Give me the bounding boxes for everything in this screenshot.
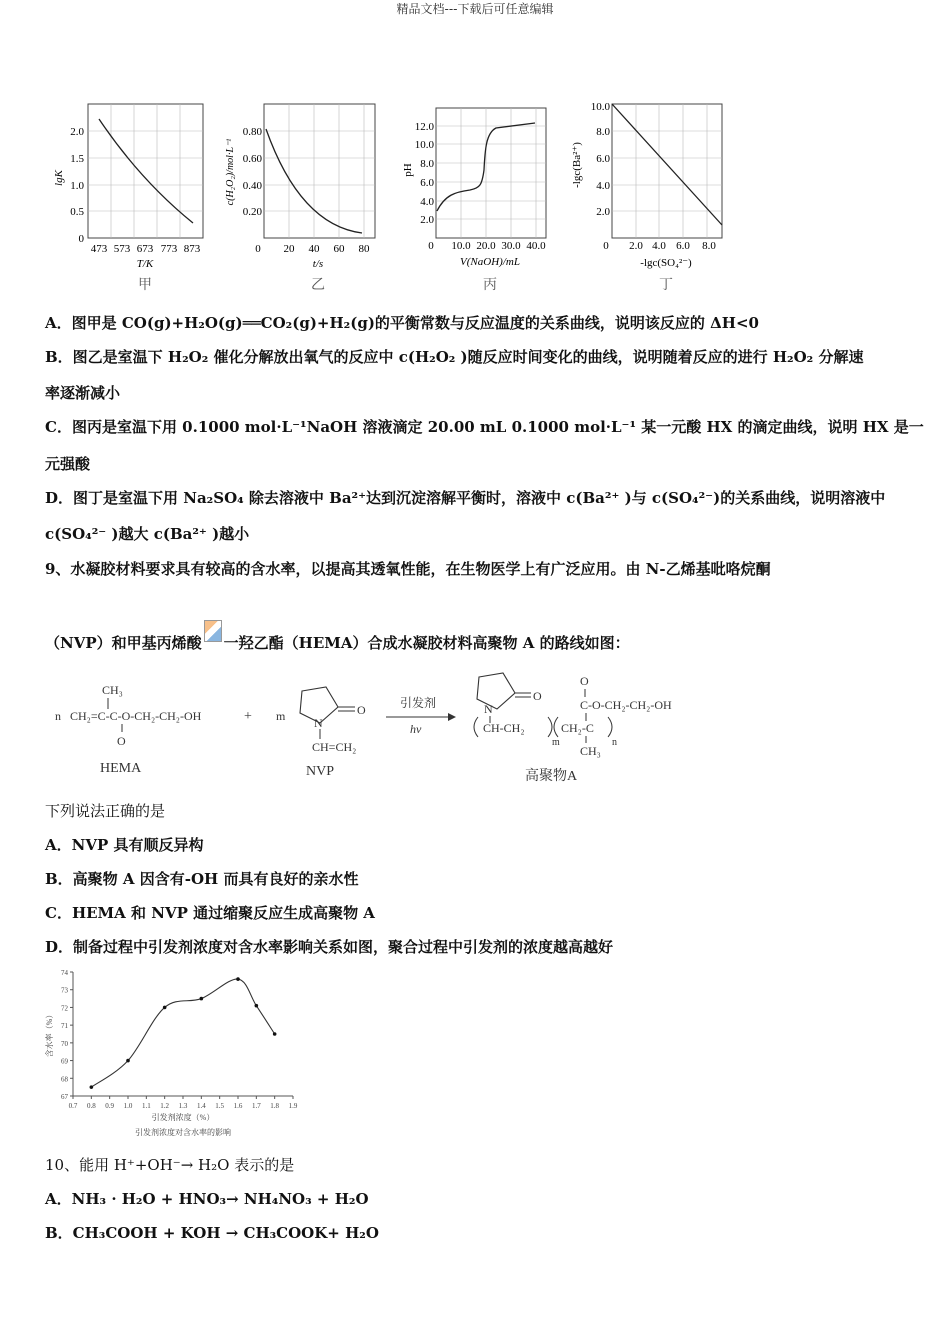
chart-bing-xtick: 0 xyxy=(428,240,434,252)
chart-jia-caption: 甲 xyxy=(138,278,152,293)
wc-xtick-label: 0.9 xyxy=(105,1102,115,1110)
poly-ch3: CH₃ xyxy=(580,744,601,758)
chart-bing-ytick: 6.0 xyxy=(420,177,434,189)
hema-coef: n xyxy=(55,709,61,723)
wc-ytick-label: 67 xyxy=(61,1093,68,1101)
wc-xlabel: 引发剂浓度（%） xyxy=(151,1113,215,1122)
q9-stem: 9、水凝胶材料要求具有较高的含水率，以提高其透氧性能，在生物医学上有广泛应用。由 N-乙烯基吡咯烷酮 xyxy=(45,560,771,578)
wc-data-point xyxy=(126,1059,130,1063)
wc-data-point xyxy=(90,1085,94,1089)
poly-chain2: CH₂-C xyxy=(561,721,594,735)
q10-option-a: A．NH₃ · H₂O + HNO₃→ NH₄NO₃ + H₂O xyxy=(45,1190,369,1208)
chart-bing-caption: 丙 xyxy=(483,278,497,293)
chart-bing-ytick: 8.0 xyxy=(420,158,434,170)
chart-jia-xtick: 573 xyxy=(113,243,131,255)
wc-ytick-label: 71 xyxy=(61,1022,68,1031)
q9-stem-part1: （NVP）和甲基丙烯酸 xyxy=(45,634,202,652)
hema-ch3: CH₃ xyxy=(102,683,123,697)
wc-ytick-label: 74 xyxy=(61,969,68,977)
wc-data-point xyxy=(236,977,240,981)
q10-stem: 10、能用 H⁺+OH⁻→ H₂O 表示的是 xyxy=(45,1156,295,1174)
chart-yi-xtick: 0 xyxy=(255,243,261,255)
q9-stem-cont xyxy=(45,620,630,653)
q9-prompt: 下列说法正确的是 xyxy=(45,802,166,820)
poly-n-sub: n xyxy=(612,737,617,748)
wc-xtick-label: 1.9 xyxy=(288,1102,298,1110)
wc-data-point xyxy=(273,1032,277,1036)
nvp-name: NVP xyxy=(306,764,335,779)
wc-ytick-label: 70 xyxy=(61,1039,68,1048)
poly-o: O xyxy=(533,689,542,703)
chart-yi-xtick: 60 xyxy=(333,243,345,255)
chart-ding-caption: 丁 xyxy=(659,278,673,293)
wc-xtick-label: 0.8 xyxy=(86,1102,96,1110)
wc-data-point xyxy=(255,1004,259,1008)
chart-yi xyxy=(225,104,375,293)
wc-data-point xyxy=(200,997,204,1001)
wc-ytick-label: 72 xyxy=(61,1004,68,1013)
q9-option-c: C．HEMA 和 NVP 通过缩聚反应生成高聚物 A xyxy=(45,904,375,922)
chart-ding-ylabel: -lgc(Ba²⁺) xyxy=(571,142,583,188)
wc-xtick-label: 0.7 xyxy=(68,1102,78,1110)
chart-ding-xtick: 0 xyxy=(603,240,609,252)
poly-ester: C-O-CH₂-CH₂-OH xyxy=(580,698,672,712)
chart-ding-ytick: 2.0 xyxy=(596,206,610,218)
hema-name: HEMA xyxy=(100,761,142,776)
chart-ding-line xyxy=(612,104,722,225)
wc-ytick-label: 73 xyxy=(61,986,68,995)
nvp-coef: m xyxy=(276,709,286,723)
chart-jia-ytick: 1.0 xyxy=(70,180,84,192)
chart-ding-ytick: 6.0 xyxy=(596,153,610,165)
page-header: 精品文档---下载后可任意编辑 xyxy=(396,2,554,16)
chart-yi-xtick: 80 xyxy=(358,243,370,255)
q8-option-b: B．图乙是室温下 H₂O₂ 催化分解放出氧气的反应中 c(H₂O₂ )随反应时间变化的曲线，说明随着反应的进行 H₂O₂ 分解速 xyxy=(45,348,864,366)
chart-ding-xtick: 8.0 xyxy=(702,240,716,252)
chart-jia-xtick: 473 xyxy=(90,243,108,255)
chart-bing-ytick: 12.0 xyxy=(414,121,434,133)
wc-xtick-label: 1.6 xyxy=(233,1102,243,1110)
nvp-n: N xyxy=(314,716,323,730)
chart-bing-ytick: 4.0 xyxy=(420,196,434,208)
chart-yi-ylabel: c(H₂O₂)/mol·L⁻¹ xyxy=(225,138,236,206)
wc-xtick-label: 1.8 xyxy=(270,1102,280,1110)
chart-jia-xtick: 773 xyxy=(160,243,178,255)
chart-bing-xtick: 40.0 xyxy=(526,240,546,252)
q8-option-d: D．图丁是室温下用 Na₂SO₄ 除去溶液中 Ba²⁺达到沉淀溶解平衡时，溶液中 c(Ba²⁺ )与 c(SO₄²⁻)的关系曲线，说明溶液中 xyxy=(45,489,886,507)
chart-yi-ytick: 0.60 xyxy=(242,153,262,165)
chart-bing-xtick: 30.0 xyxy=(501,240,521,252)
poly-chain1: CH-CH₂ xyxy=(483,721,525,735)
chart-yi-ytick: 0.40 xyxy=(242,180,262,192)
q8-option-b-cont: 率逐渐减小 xyxy=(45,384,121,402)
poly-co-o: O xyxy=(580,674,589,688)
chart-jia-ytick: 1.5 xyxy=(70,153,84,165)
chart-jia-ytick: 2.0 xyxy=(70,126,84,138)
q10-option-b: B．CH₃COOH + KOH → CH₃COOK+ H₂O xyxy=(45,1224,379,1242)
chart-bing-xtick: 20.0 xyxy=(476,240,496,252)
chart-jia-ytick: 0 xyxy=(78,233,84,245)
wc-xtick-label: 1.4 xyxy=(196,1102,206,1110)
chart-ding-xlabel: -lgc(SO₄²⁻) xyxy=(640,257,692,269)
chart-jia-xlabel: T/K xyxy=(136,258,154,270)
q8-option-a: A．图甲是 CO(g)+H₂O(g)══CO₂(g)+H₂(g)的平衡常数与反应温度的关系曲线，说明该反应的 ΔH<0 xyxy=(45,314,759,332)
arrow-condition: hν xyxy=(410,722,422,736)
broken-image-icon xyxy=(204,620,222,642)
chart-ding-ytick: 4.0 xyxy=(596,180,610,192)
chart-bing-xtick: 10.0 xyxy=(451,240,471,252)
chart-ding-xtick: 6.0 xyxy=(676,240,690,252)
wc-xtick-label: 1.1 xyxy=(141,1102,151,1110)
q8-option-c: C．图丙是室温下用 0.1000 mol·L⁻¹NaOH 溶液滴定 20.00 mL 0.1000 mol·L⁻¹ 某一元酸 HX 的滴定曲线，说明 HX 是一 xyxy=(45,418,924,436)
wc-xtick-label: 1.3 xyxy=(178,1102,188,1110)
q9-option-b: B．高聚物 A 因含有-OH 而具有良好的亲水性 xyxy=(45,870,359,888)
plus-sign: + xyxy=(244,709,252,724)
q9-option-a: A．NVP 具有顺反异构 xyxy=(45,836,204,854)
wc-xtick-label: 1.7 xyxy=(251,1102,261,1110)
poly-name: 高聚物A xyxy=(525,769,578,784)
wc-xtick-label: 1.2 xyxy=(160,1102,170,1110)
chart-yi-caption: 乙 xyxy=(311,278,325,293)
chart-bing-ylabel: pH xyxy=(402,163,414,177)
q9-stem-part2: 一羟乙酯（HEMA）合成水凝胶材料高聚物 A 的路线如图： xyxy=(223,634,630,652)
chart-bing-ytick: 2.0 xyxy=(420,214,434,226)
chart-ding xyxy=(571,101,722,293)
wc-xtick-label: 1.5 xyxy=(215,1102,225,1110)
wc-ytick-label: 68 xyxy=(61,1075,68,1084)
wc-title: 引发剂浓度对含水率的影响 xyxy=(135,1128,231,1137)
chart-yi-xtick: 20 xyxy=(283,243,295,255)
q8-option-d-cont: c(SO₄²⁻ )越大 c(Ba²⁺ )越小 xyxy=(45,525,250,543)
chart-bing-xlabel: V(NaOH)/mL xyxy=(460,256,520,268)
water-content-chart xyxy=(40,962,310,1142)
chart-jia-xtick: 673 xyxy=(136,243,154,255)
chart-jia xyxy=(53,104,203,293)
chart-ding-ytick: 10.0 xyxy=(590,101,610,113)
poly-m: m xyxy=(552,737,560,748)
chart-jia-xtick: 873 xyxy=(183,243,201,255)
wc-xtick-label: 1.0 xyxy=(123,1102,133,1110)
wc-ylabel: 含水率（%） xyxy=(45,1010,54,1058)
chart-jia-ylabel: lgK xyxy=(53,170,65,186)
chart-jia-ytick: 0.5 xyxy=(70,206,84,218)
chart-ding-xtick: 2.0 xyxy=(629,240,643,252)
chart-yi-ytick: 0.80 xyxy=(242,126,262,138)
chart-jia-curve xyxy=(99,119,193,223)
nvp-o: O xyxy=(357,703,366,717)
chart-yi-xtick: 40 xyxy=(308,243,320,255)
q8-option-c-cont: 元强酸 xyxy=(45,455,91,473)
chart-bing-ytick: 10.0 xyxy=(414,139,434,151)
nvp-vinyl: CH=CH₂ xyxy=(312,740,357,754)
reaction-scheme xyxy=(0,665,950,795)
chart-bing xyxy=(402,108,546,293)
wc-data-point xyxy=(163,1006,167,1010)
q9-option-d: D．制备过程中引发剂浓度对含水率影响关系如图，聚合过程中引发剂的浓度越高越好 xyxy=(45,938,614,956)
chart-ding-xtick: 4.0 xyxy=(652,240,666,252)
poly-n: N xyxy=(484,702,493,716)
hema-chain: CH₂=C-C-O-CH₂-CH₂-OH xyxy=(70,709,202,723)
hema-o: O xyxy=(117,734,126,748)
chart-yi-ytick: 0.20 xyxy=(242,206,262,218)
chart-yi-xlabel: t/s xyxy=(312,258,324,270)
chart-ding-ytick: 8.0 xyxy=(596,126,610,138)
wc-ytick-label: 69 xyxy=(61,1057,68,1066)
wc-series-line xyxy=(91,979,274,1087)
figure-panel xyxy=(0,0,950,300)
arrow-reagent: 引发剂 xyxy=(400,696,437,710)
